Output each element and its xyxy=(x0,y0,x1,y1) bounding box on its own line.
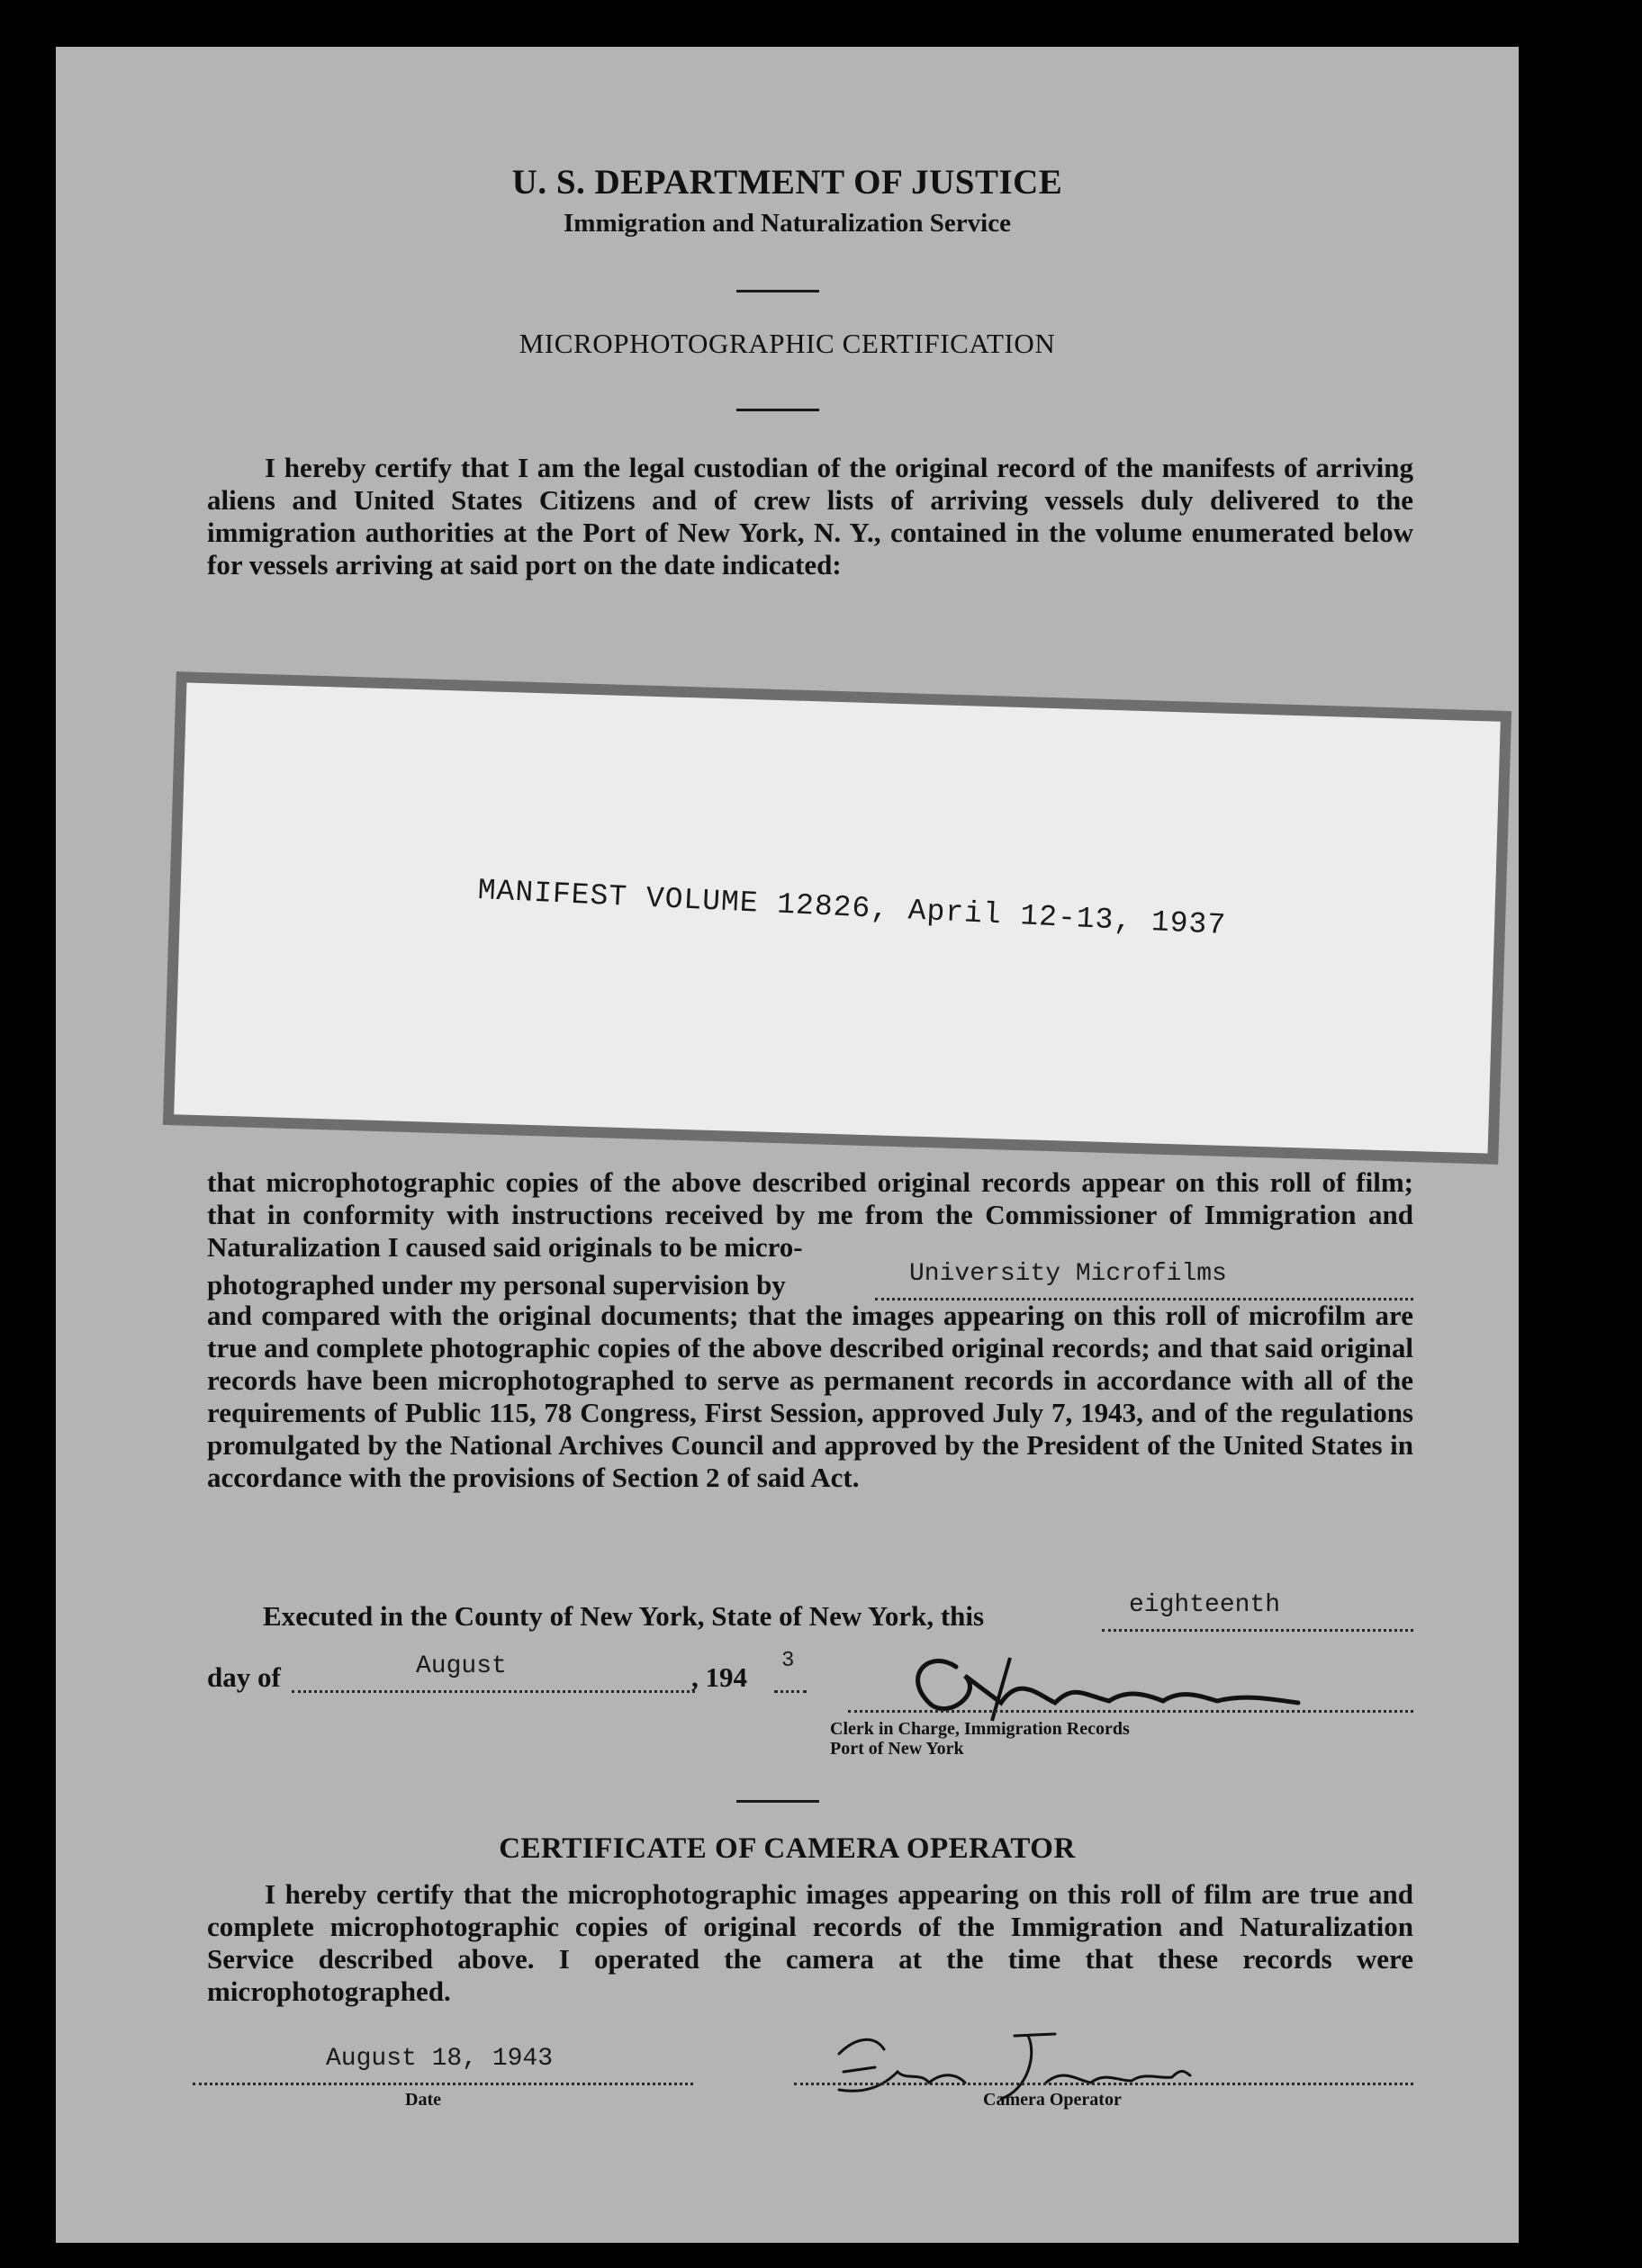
month-fill-line xyxy=(292,1690,695,1693)
date-line xyxy=(193,2083,693,2085)
supervision-value: University Microfilms xyxy=(909,1260,1227,1288)
executed-prefix: Executed in the County of New York, State of New York, this xyxy=(263,1600,985,1632)
executed-day-fill-line xyxy=(1102,1629,1413,1632)
body-paragraph-a: that microphotographic copies of the above described original records appear on this roll of film; that in conformity with instructions received by me from the Commissioner of Immigration and Naturalization I caused said originals to be micro- xyxy=(207,1166,1413,1263)
year-prefix: , 194 xyxy=(691,1661,747,1693)
date-value: August 18, 1943 xyxy=(326,2045,554,2073)
day-of-label: day of xyxy=(207,1661,281,1693)
manifest-volume-text: MANIFEST VOLUME 12826, April 12-13, 1937 xyxy=(476,873,1227,943)
operator-label: Camera Operator xyxy=(983,2090,1122,2110)
year-digit: 3 xyxy=(781,1649,795,1673)
clerk-signature-line xyxy=(848,1710,1413,1713)
supervision-line xyxy=(207,1269,786,1301)
supervision-prefix: photographed under my personal supervision by xyxy=(207,1269,786,1300)
clerk-title-line2: Port of New York xyxy=(830,1739,964,1759)
camera-certificate-paragraph: I hereby certify that the microphotographic images appearing on this roll of film are true and complete microphotographic copies of original records of the Immigration and Naturalization Service described above. I operated the camera at the time that these records were microphotographed. xyxy=(207,1878,1413,2007)
clerk-signature xyxy=(902,1640,1352,1730)
clerk-title-line1: Clerk in Charge, Immigration Records xyxy=(830,1719,1130,1739)
manifest-insert xyxy=(174,682,1501,1153)
clerk-title xyxy=(830,1719,1130,1759)
certification-title: MICROPHOTOGRAPHIC CERTIFICATION xyxy=(519,328,1056,359)
year-fill-line xyxy=(774,1690,807,1693)
intro-paragraph: I hereby certify that I am the legal custodian of the original record of the manifests of arriving aliens and United States Citizens and of crew lists of arriving vessels duly delivered to the immigration authorities at the Port of New York, N. Y., contained in the volume enumerated below for vessels arriving at said port on the date indicated: xyxy=(207,452,1413,580)
department-title: U. S. DEPARTMENT OF JUSTICE xyxy=(511,163,1063,202)
executed-day-value: eighteenth xyxy=(1129,1591,1281,1619)
operator-signature-line xyxy=(794,2083,1413,2085)
camera-certificate-title: CERTIFICATE OF CAMERA OPERATOR xyxy=(499,1832,1076,1865)
executed-line xyxy=(263,1600,984,1633)
certificate-sheet xyxy=(56,47,1519,2243)
service-subtitle: Immigration and Naturalization Service xyxy=(564,209,1011,238)
body-paragraph-b: and compared with the original documents; that the images appearing on this roll of microfilm are true and complete photographic copies of the above described original records; and that said original records have been microphotographed to serve as permanent records in accordance with all of the requirements of Public 115, 78 Congress, First Session, approved July 7, 1943, and of the regulations promulgated by the National Archives Council and approved by the President of the United States in accordance with the provisions of Section 2 of said Act. xyxy=(207,1300,1413,1493)
divider-rule xyxy=(736,1800,819,1803)
insert-paper xyxy=(174,682,1501,1153)
date-label: Date xyxy=(405,2090,441,2110)
divider-rule xyxy=(736,290,819,292)
month-value: August xyxy=(416,1652,507,1680)
divider-rule xyxy=(736,409,819,411)
